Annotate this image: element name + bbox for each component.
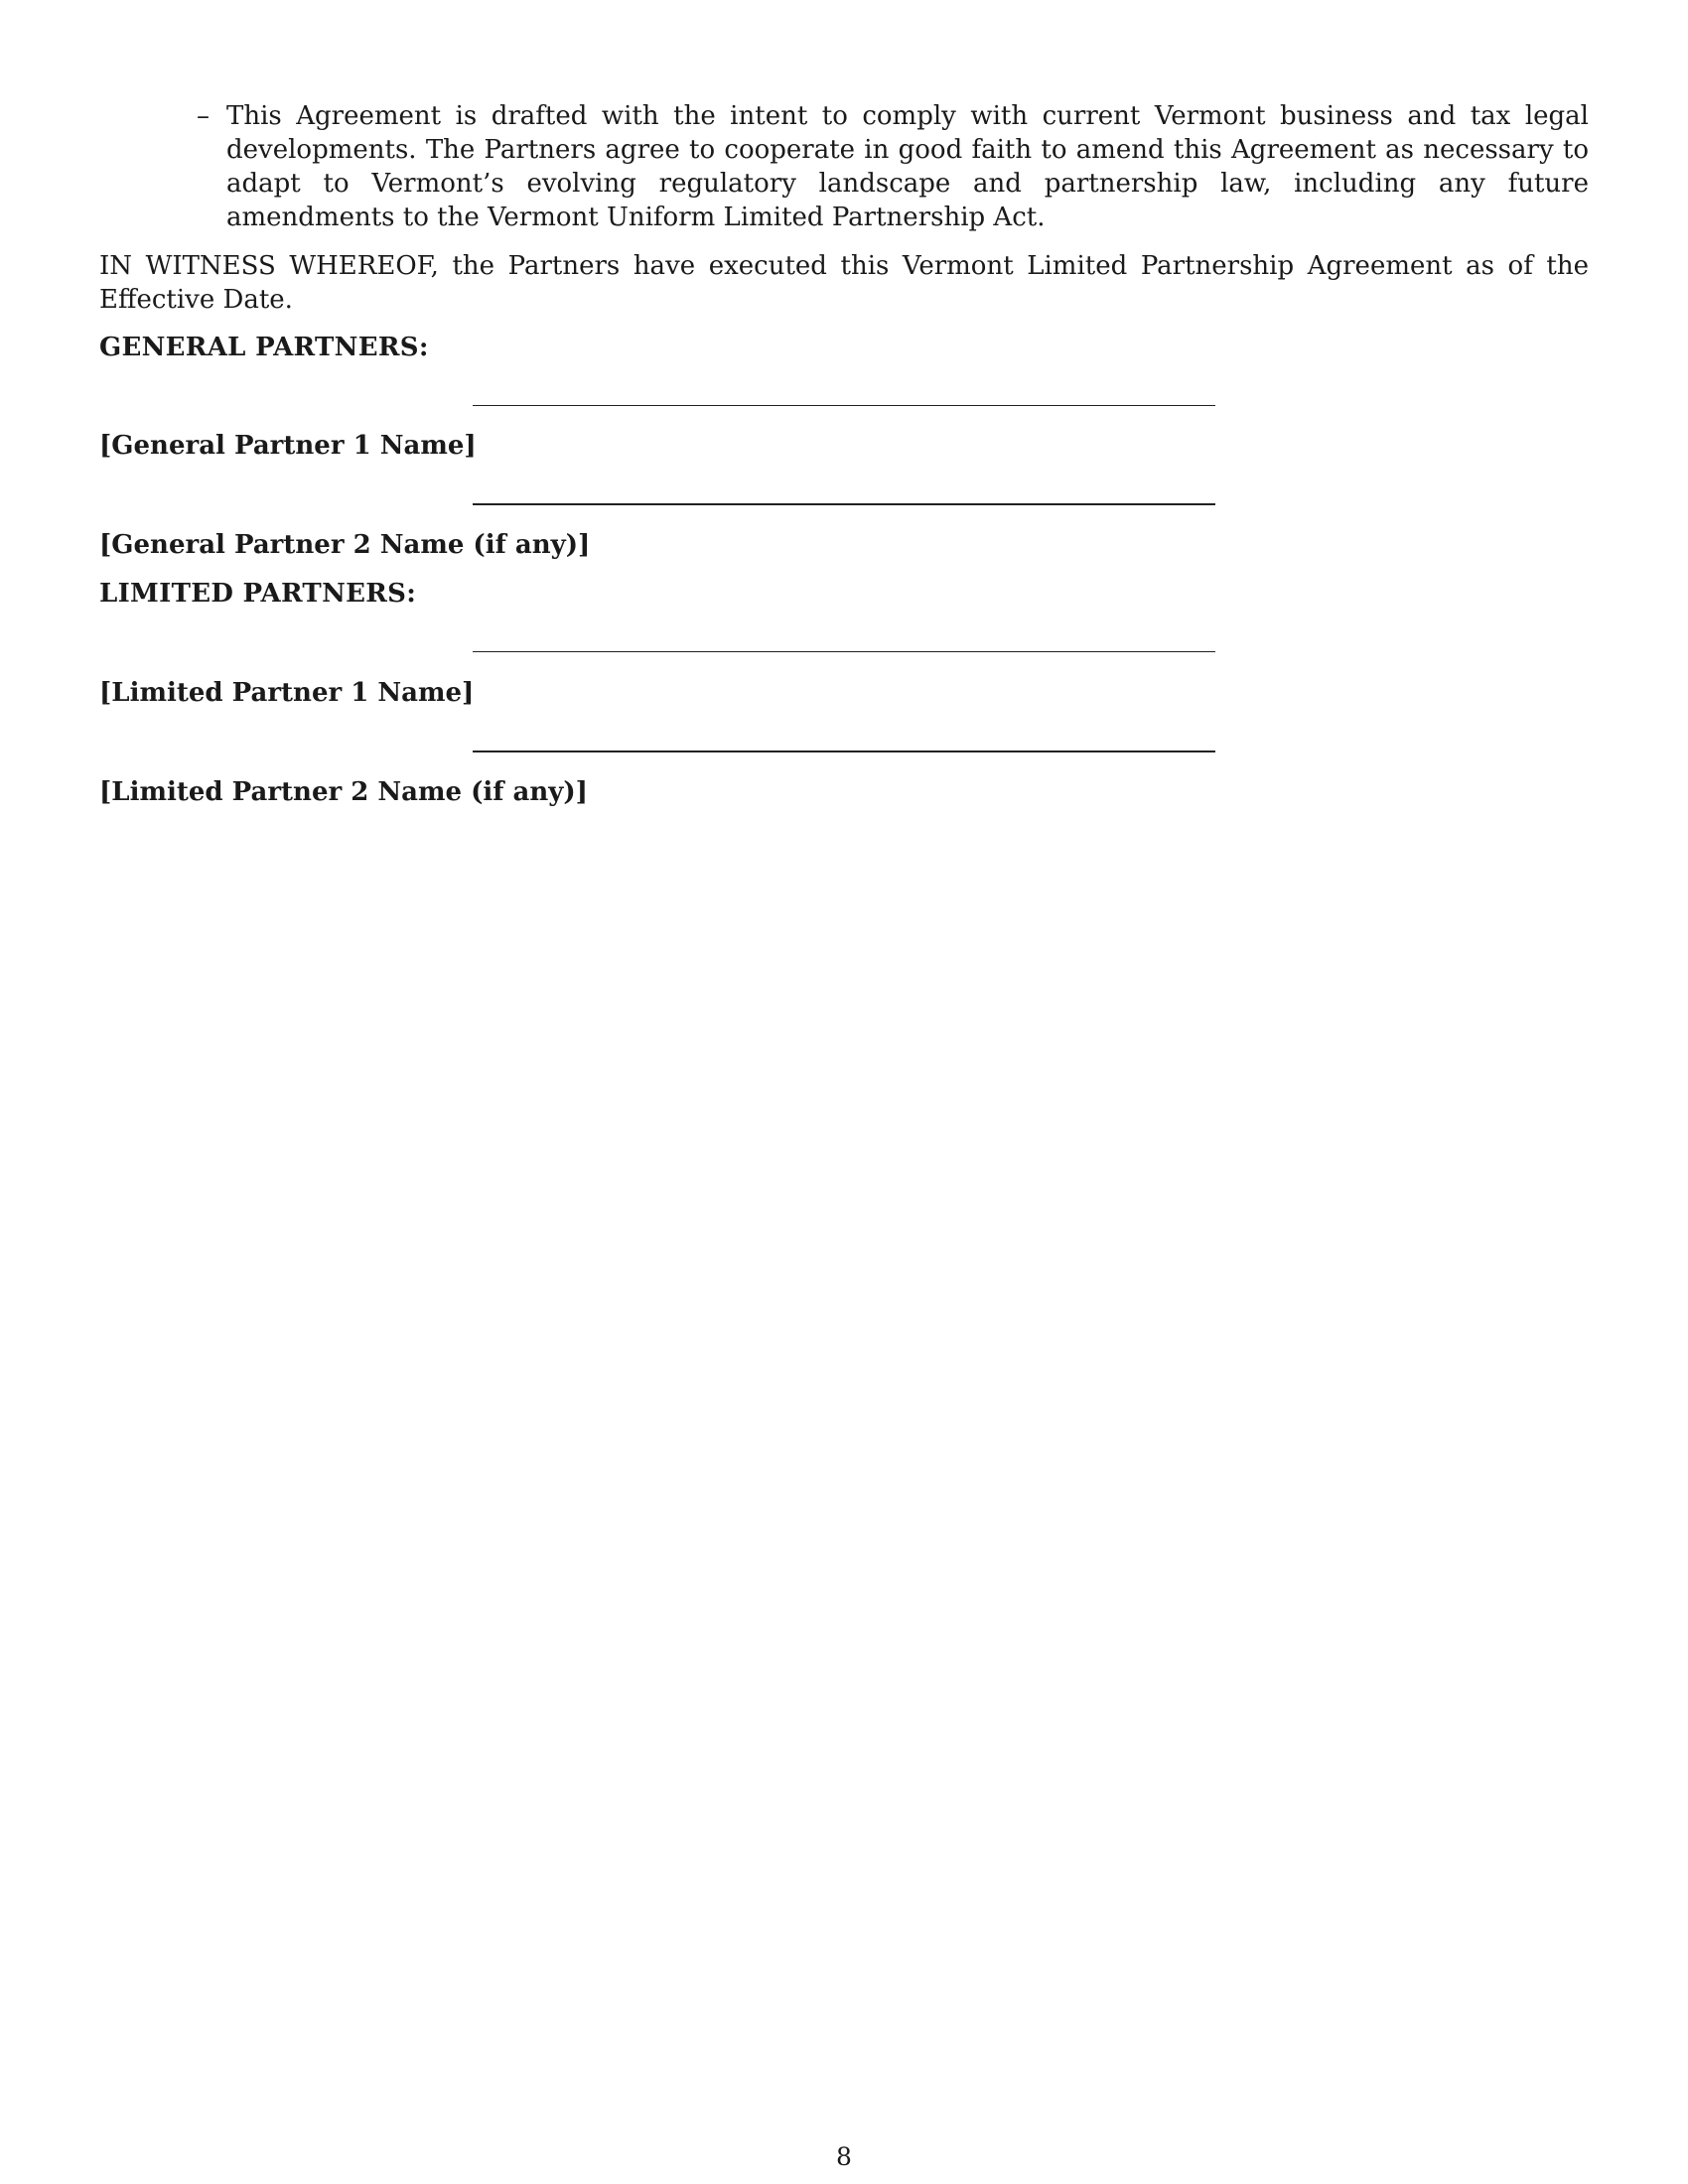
limited-partner-2-signature-line bbox=[473, 751, 1215, 752]
general-partner-2-name: [General Partner 2 Name (if any)] bbox=[99, 530, 591, 560]
compliance-bullet-text: This Agreement is drafted with the intent to comply with current Vermont business and tax legal developments. The Partners agree to cooperate in good faith to amend this Agreement as necessary to adapt to Vermont’s evolving regulatory landscape and partnership law, including any future amendments to the Vermont Uniform Limited Partnership Act. bbox=[226, 101, 1589, 232]
general-partner-1-signature-line bbox=[473, 405, 1215, 406]
limited-partner-2-name: [Limited Partner 2 Name (if any)] bbox=[99, 777, 588, 807]
page-number: 8 bbox=[836, 2142, 852, 2171]
general-partner-2-signature-line bbox=[473, 503, 1215, 505]
witness-clause: IN WITNESS WHEREOF, the Partners have executed this Vermont Limited Partnership Agreement as of the Effective Date. bbox=[99, 251, 1589, 315]
general-partners-heading: GENERAL PARTNERS: bbox=[99, 333, 429, 362]
limited-partner-1-signature-line bbox=[473, 651, 1215, 652]
general-partner-1-name: [General Partner 1 Name] bbox=[99, 431, 477, 461]
limited-partner-1-name: [Limited Partner 1 Name] bbox=[99, 678, 475, 708]
bullet-marker: – bbox=[197, 101, 210, 131]
limited-partners-heading: LIMITED PARTNERS: bbox=[99, 579, 417, 609]
